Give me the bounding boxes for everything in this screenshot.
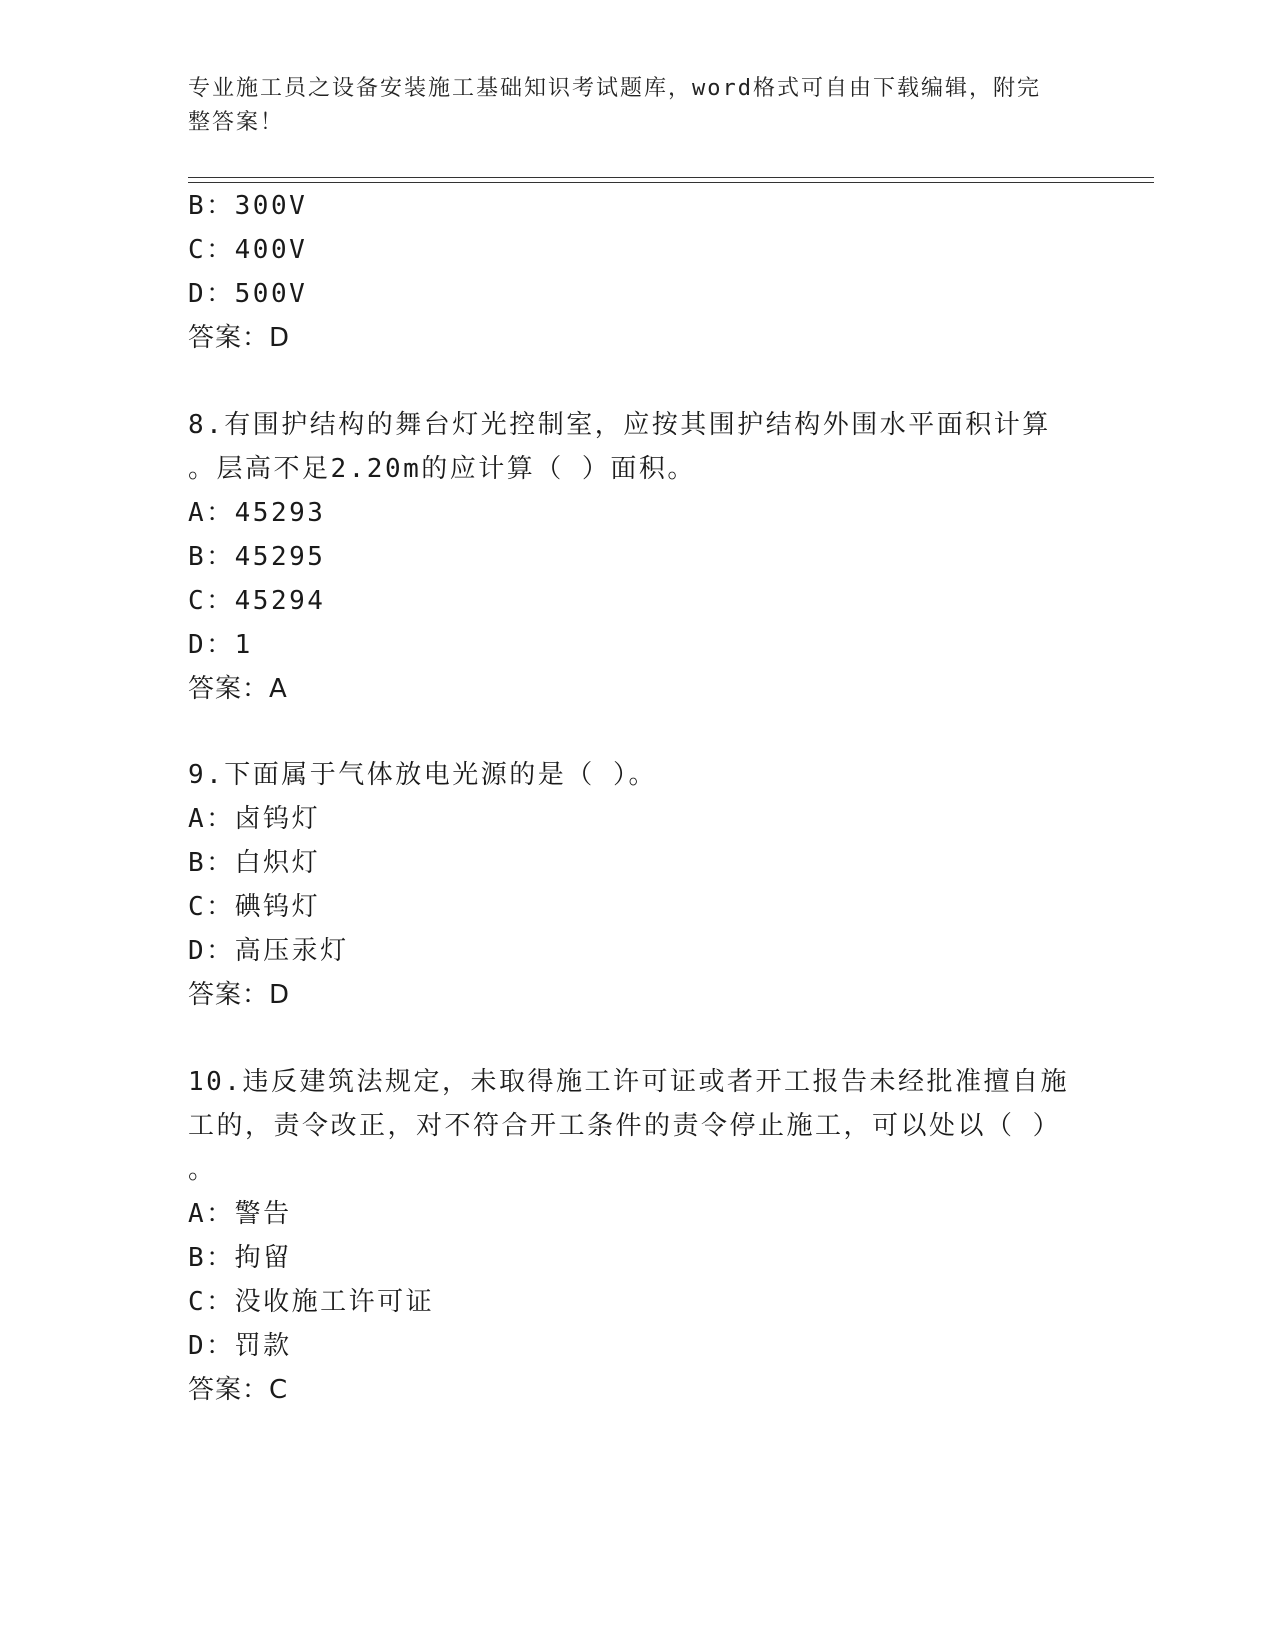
header-divider-top [188, 177, 1154, 178]
q8-option-b: B：45295 [188, 542, 326, 572]
q8-stem-line-2: 。层高不足2.20m的应计算（ ）面积。 [188, 454, 696, 484]
q7-option-b: B：300V [188, 191, 308, 221]
header-line-2: 整答案！ [188, 110, 285, 135]
q9-option-c: C：碘钨灯 [188, 892, 321, 922]
q10-option-a: A：警告 [188, 1199, 292, 1229]
q8-answer: 答案：A [188, 674, 288, 704]
q10-stem-line-3: 。 [188, 1155, 217, 1185]
q10-stem-line-2: 工的，责令改正，对不符合开工条件的责令停止施工，可以处以（ ） [188, 1111, 1062, 1141]
q10-stem-line-1: 10.违反建筑法规定，未取得施工许可证或者开工报告未经批准擅自施 [188, 1067, 1069, 1097]
q10-option-c: C：没收施工许可证 [188, 1287, 435, 1317]
q10-option-b: B：拘留 [188, 1243, 292, 1273]
q10-answer: 答案：C [188, 1375, 289, 1405]
q8-option-c: C：45294 [188, 586, 326, 616]
q9-option-a: A：卤钨灯 [188, 804, 321, 834]
q9-stem-line-1: 9.下面属于气体放电光源的是（ ）。 [188, 760, 657, 790]
document-header [188, 72, 1068, 140]
header-divider-bottom [188, 182, 1154, 183]
q8-option-a: A：45293 [188, 498, 326, 528]
header-line-1: 专业施工员之设备安装施工基础知识考试题库，word格式可自由下载编辑，附完 [188, 76, 1041, 101]
q10-option-d: D：罚款 [188, 1331, 292, 1361]
q7-answer: 答案：D [188, 323, 291, 353]
q7-option-d: D：500V [188, 279, 308, 309]
q8-option-d: D：1 [188, 630, 253, 660]
q8-stem-line-1: 8.有围护结构的舞台灯光控制室，应按其围护结构外围水平面积计算 [188, 410, 1051, 440]
q7-option-c: C：400V [188, 235, 308, 265]
q9-option-b: B：白炽灯 [188, 848, 321, 878]
q9-answer: 答案：D [188, 980, 291, 1010]
q9-option-d: D：高压汞灯 [188, 936, 349, 966]
